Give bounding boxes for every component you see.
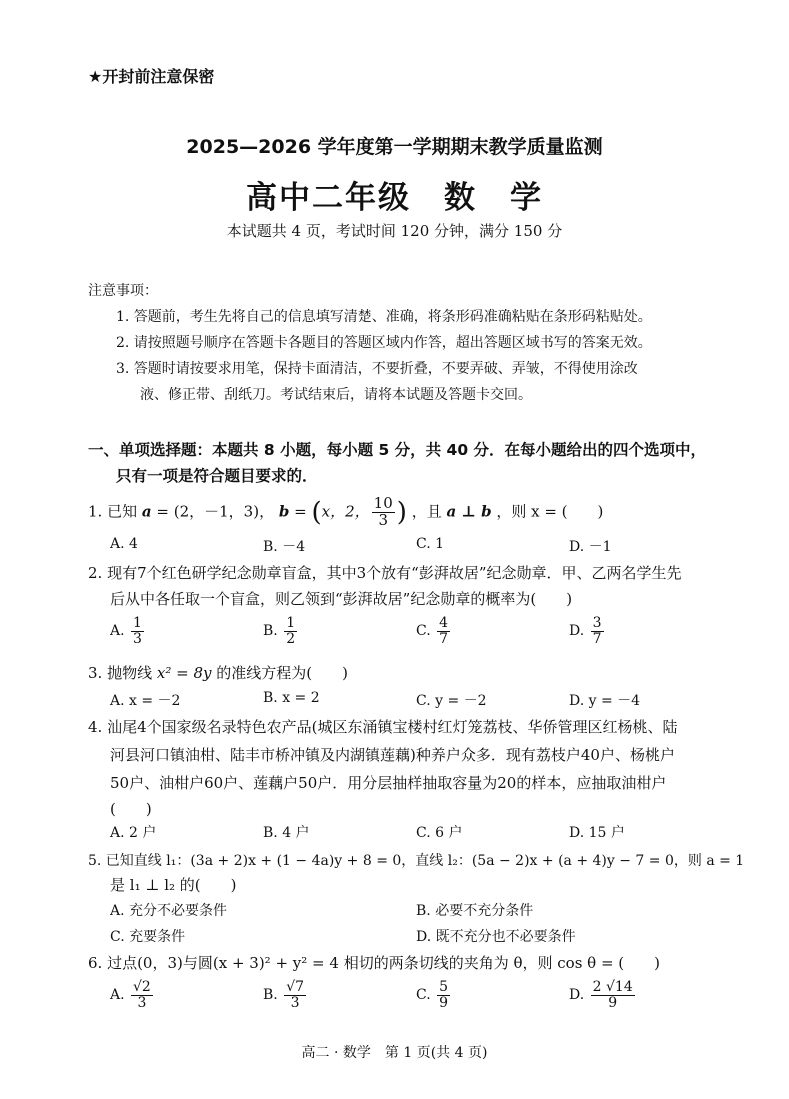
option-label: B. xyxy=(263,623,278,640)
question-2-cont: 后从中各任取一个盲盒，则乙领到“彭湃故居”纪念勋章的概率为( ) xyxy=(110,590,573,608)
fraction xyxy=(372,496,395,529)
section-heading: 一、单项选择题：本题共 8 小题，每小题 5 分，共 40 分．在每小题给出的四个选项中， xyxy=(88,441,707,459)
q6-option-d xyxy=(569,980,637,1010)
q1-option-a: A. 4 xyxy=(110,536,138,552)
q1-option-b: B. －4 xyxy=(263,539,306,555)
q4-option-a: A. 2 户 xyxy=(110,825,157,841)
question-number: 3. xyxy=(88,664,103,682)
q5-option-c: C. 充要条件 xyxy=(110,929,186,945)
q5-option-d: D. 既不充分也不必要条件 xyxy=(416,929,576,945)
q3-option-d: D. y = －4 xyxy=(569,693,641,709)
question-5-cont: 是 l₁ ⊥ l₂ 的( ) xyxy=(110,876,237,894)
q5-option-a: A. 充分不必要条件 xyxy=(110,903,228,919)
fraction-denominator: 3 xyxy=(378,510,388,529)
exam-info: 本试题共 4 页，考试时间 120 分钟，满分 150 分 xyxy=(226,222,563,240)
q4-option-d: D. 15 户 xyxy=(569,825,625,841)
fraction-denominator: 3 xyxy=(137,994,147,1011)
q2-option-c xyxy=(416,616,452,646)
fraction-numerator: √7 xyxy=(286,979,305,995)
fraction-denominator: 9 xyxy=(608,994,618,1011)
question-text: 的准线方程为( ) xyxy=(216,664,348,682)
q4-option-b: B. 4 户 xyxy=(263,825,310,841)
vector-b: b xyxy=(278,502,290,521)
page-footer: 高二 · 数学 第 1 页(共 4 页) xyxy=(301,1045,488,1061)
question-4-cont-1: 河县河口镇油柑、陆丰市桥冲镇及内湖镇莲藕)种养户众多．现有荔枝户40户、杨桃户 xyxy=(110,746,675,764)
option-label: B. xyxy=(263,987,278,1004)
fraction xyxy=(437,616,450,646)
q6-option-b xyxy=(263,980,308,1010)
option-label: D. xyxy=(569,987,585,1004)
vector-b-value: x，2， xyxy=(321,502,370,521)
q6-option-a xyxy=(110,980,155,1010)
fraction-numerator: 2 √14 xyxy=(592,979,633,995)
left-paren: ( xyxy=(311,497,322,528)
fraction-numerator: 1 xyxy=(133,615,142,631)
q2-option-a xyxy=(110,616,146,646)
page-title: 高中二年级 数 学 xyxy=(246,180,543,216)
fraction-denominator: 9 xyxy=(439,994,449,1011)
q2-option-d xyxy=(569,616,606,646)
fraction-numerator: 1 xyxy=(286,615,296,631)
question-5: 5. 已知直线 l₁：(3a + 2)x + (1 − 4a)y + 8 = 0，直线 l₂：(5a − 2)x + (a + 4)y − 7 = 0，则 a = 1 xyxy=(88,853,745,869)
fraction xyxy=(131,980,153,1010)
note-item-3: 3. 答题时请按要求用笔，保持卡面清洁，不要折叠，不要弄破、弄皱，不得使用涂改 xyxy=(116,361,638,377)
fraction-denominator: 3 xyxy=(133,630,142,647)
option-label: A. xyxy=(110,623,125,640)
fraction-denominator: 2 xyxy=(286,630,296,647)
fraction-denominator: 7 xyxy=(439,630,449,647)
fraction xyxy=(591,616,604,646)
question-4-cont-3: ( ) xyxy=(110,800,152,818)
question-3 xyxy=(88,662,348,683)
fraction-denominator: 7 xyxy=(592,630,602,647)
fraction xyxy=(284,980,306,1010)
vector-a-value: = (2，－1，3)， xyxy=(156,502,275,521)
perpendicular-condition: a ⊥ b xyxy=(446,502,492,521)
question-number: 1. xyxy=(88,502,103,521)
question-text: 抛物线 xyxy=(107,664,153,682)
fraction-numerator: 5 xyxy=(439,979,449,995)
question-6: 6. 过点(0，3)与圆(x + 3)² + y² = 4 相切的两条切线的夹角为 θ，则 cos θ = ( ) xyxy=(88,954,661,972)
question-4: 4. 汕尾4个国家级名录特色农产品(城区东涌镇宝楼村红灯笼荔枝、华侨管理区红杨桃、陆 xyxy=(88,718,678,736)
fraction-numerator: 10 xyxy=(373,494,393,512)
exam-year-title: 2025—2026 学年度第一学期期末教学质量监测 xyxy=(186,136,603,158)
note-item-2: 2. 请按照题号顺序在答题卡各题目的答题区域内作答，超出答题区域书写的答案无效。 xyxy=(116,335,652,351)
option-label: D. xyxy=(569,623,585,640)
option-label: C. xyxy=(416,987,431,1004)
fraction xyxy=(131,616,144,646)
q3-option-c: C. y = －2 xyxy=(416,693,487,709)
fraction-numerator: √2 xyxy=(133,979,151,995)
question-text: ，则 x = ( ) xyxy=(496,502,604,521)
fraction xyxy=(591,980,635,1010)
vector-a: a xyxy=(141,502,152,521)
q3-option-a: A. x = －2 xyxy=(110,693,181,709)
fraction-numerator: 4 xyxy=(439,615,449,631)
question-4-cont-2: 50户、油柑户60户、莲藕户50户．用分层抽样抽取容量为20的样本，应抽取油柑户 xyxy=(110,774,667,792)
fraction-numerator: 3 xyxy=(592,615,602,631)
question-text: ，且 xyxy=(411,502,442,521)
fraction-denominator: 3 xyxy=(290,994,300,1011)
question-2: 2. 现有7个红色研学纪念勋章盲盒，其中3个放有“彭湃故居”纪念勋章．甲、乙两名学生先 xyxy=(88,564,682,582)
q6-option-c xyxy=(416,980,452,1010)
question-text: 已知 xyxy=(107,502,138,521)
section-heading-cont: 只有一项是符合题目要求的． xyxy=(116,467,318,485)
equals-sign: = xyxy=(294,502,307,521)
note-item-1: 1. 答题前，考生先将自己的信息填写清楚、准确，将条形码准确粘贴在条形码粘贴处。 xyxy=(116,309,652,325)
fraction xyxy=(437,980,450,1010)
notes-heading: 注意事项： xyxy=(88,283,158,299)
note-item-3-cont: 液、修正带、刮纸刀。考试结束后，请将本试题及答题卡交回。 xyxy=(140,387,532,403)
q1-option-c: C. 1 xyxy=(416,536,445,552)
option-label: A. xyxy=(110,987,125,1004)
right-paren: ) xyxy=(396,497,407,528)
option-label: C. xyxy=(416,623,431,640)
q2-option-b xyxy=(263,616,299,646)
q5-option-b: B. 必要不充分条件 xyxy=(416,903,534,919)
fraction xyxy=(284,616,297,646)
question-1 xyxy=(88,496,603,529)
parabola-equation: x² = 8y xyxy=(156,664,212,682)
q1-option-d: D. －1 xyxy=(569,539,612,555)
q3-option-b: B. x = 2 xyxy=(263,690,320,706)
q4-option-c: C. 6 户 xyxy=(416,825,463,841)
confidential-notice: ★开封前注意保密 xyxy=(88,67,215,86)
